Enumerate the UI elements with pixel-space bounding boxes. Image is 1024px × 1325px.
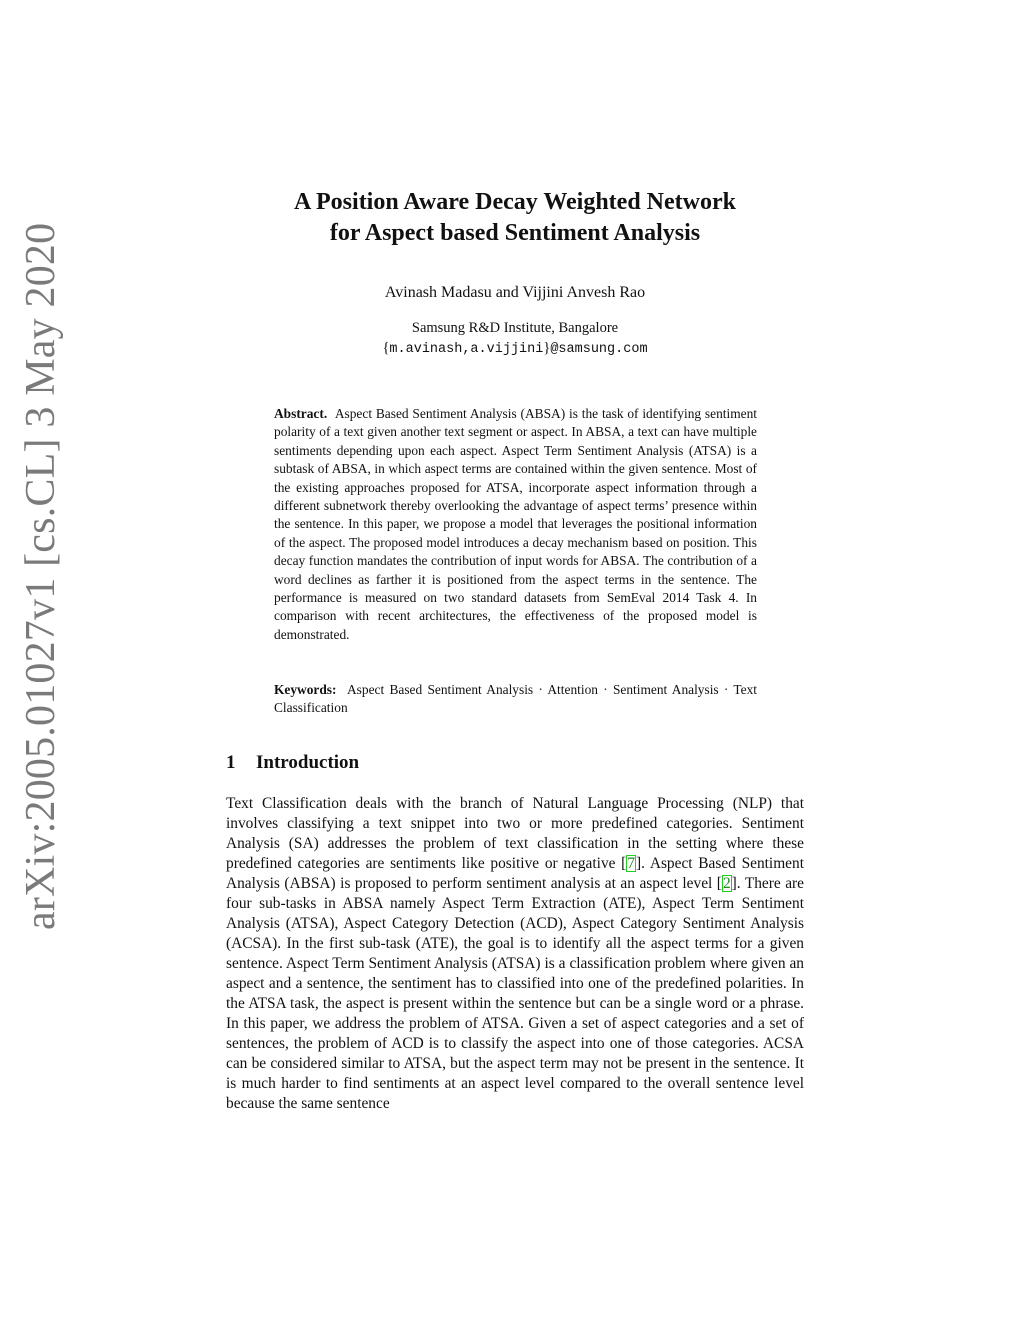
abstract-block xyxy=(274,405,757,644)
author-email xyxy=(200,338,830,360)
citation-link-7[interactable]: 7 xyxy=(627,855,635,872)
intro-text-part-1: Text Classification deals with the branch of Natural Language Processing (NLP) that involves classifying a text snippet into two or more predefined categories. Sentiment Analysis (SA) addresses the problem of text classification in the setting where these predefined categories are sentiments like positive or negative [ xyxy=(226,795,804,872)
section-heading-introduction xyxy=(226,751,359,775)
abstract-label: Abstract. xyxy=(274,406,328,421)
citation-link-2[interactable]: 2 xyxy=(722,875,731,892)
email-close-brace: } xyxy=(543,340,551,356)
arxiv-identifier-stamp: arXiv:2005.01027v1 [cs.CL] 3 May 2020 xyxy=(18,222,64,930)
keywords-text: Aspect Based Sentiment Analysis · Attention · Sentiment Analysis · Text Classification xyxy=(274,682,757,716)
email-domain: @samsung.com xyxy=(550,342,648,357)
section-title: Introduction xyxy=(256,752,360,773)
author-affiliation: Samsung R&D Institute, Bangalore xyxy=(411,320,619,336)
abstract-text: Aspect Based Sentiment Analysis (ABSA) is the task of identifying sentiment polarity of a text given another text segment or aspect. In ABSA, a text can have multiple sentiments depending upon each aspect. Aspect Term Sentiment Analysis (ATSA) is a subtask of ABSA, in which aspect terms are contained within the given sentence. Most of the existing approaches proposed for ATSA, incorporate aspect information through a different subnetwork thereby overlooking the advantage of aspect terms’ presence within the sentence. In this paper, we propose a model that leverages the positional information of the aspect. The proposed model introduces a decay mechanism based on position. This decay function mandates the contribution of input words for ABSA. The contribution of a word declines as farther it is positioned from the aspect terms in the sentence. The performance is measured on two standard datasets from SemEval 2014 Task 4. In comparison with recent architectures, the effectiveness of the proposed model is demonstrated. xyxy=(274,406,757,642)
intro-text-part-2: ]. Aspect Based Sentiment Analysis (ABSA) is proposed to perform sentiment analysis at an aspect level [ xyxy=(226,855,804,892)
email-usernames: m.avinash,a.vijjini xyxy=(389,342,544,357)
section-number: 1 xyxy=(226,752,236,773)
title-line-2: for Aspect based Sentiment Analysis xyxy=(329,220,701,246)
keywords-block xyxy=(274,681,757,718)
author-list: Avinash Madasu and Vijjini Anvesh Rao xyxy=(384,284,646,301)
email-open-brace: { xyxy=(382,340,390,356)
intro-text-part-3: ]. There are four sub-tasks in ABSA namely Aspect Term Extraction (ATE), Aspect Term Sentiment Analysis (ATSA), Aspect Category Detection (ACD), Aspect Category Sentiment Analysis (ACSA). In the first sub-task (ATE), the goal is to identify all the aspect terms for a given sentence. Aspect Term Sentiment Analysis (ATSA) is a classification problem where given an aspect and a sentence, the sentiment has to classified into one of the predefined polarities. In the ATSA task, the aspect is present within the sentence but can be a single word or a phrase. In this paper, we address the problem of ATSA. Given a set of aspect categories and a set of sentences, the problem of ACD is to classify the aspect into one of those categories. ACSA can be considered similar to ATSA, but the aspect term may not be present in the sentence. It is much harder to find sentiments at an aspect level compared to the overall sentence level because the same sentence xyxy=(226,875,805,1112)
introduction-paragraph xyxy=(226,794,804,1114)
keywords-label: Keywords: xyxy=(274,682,337,697)
title-line-1: A Position Aware Decay Weighted Network xyxy=(294,189,736,215)
paper-title xyxy=(200,187,830,249)
